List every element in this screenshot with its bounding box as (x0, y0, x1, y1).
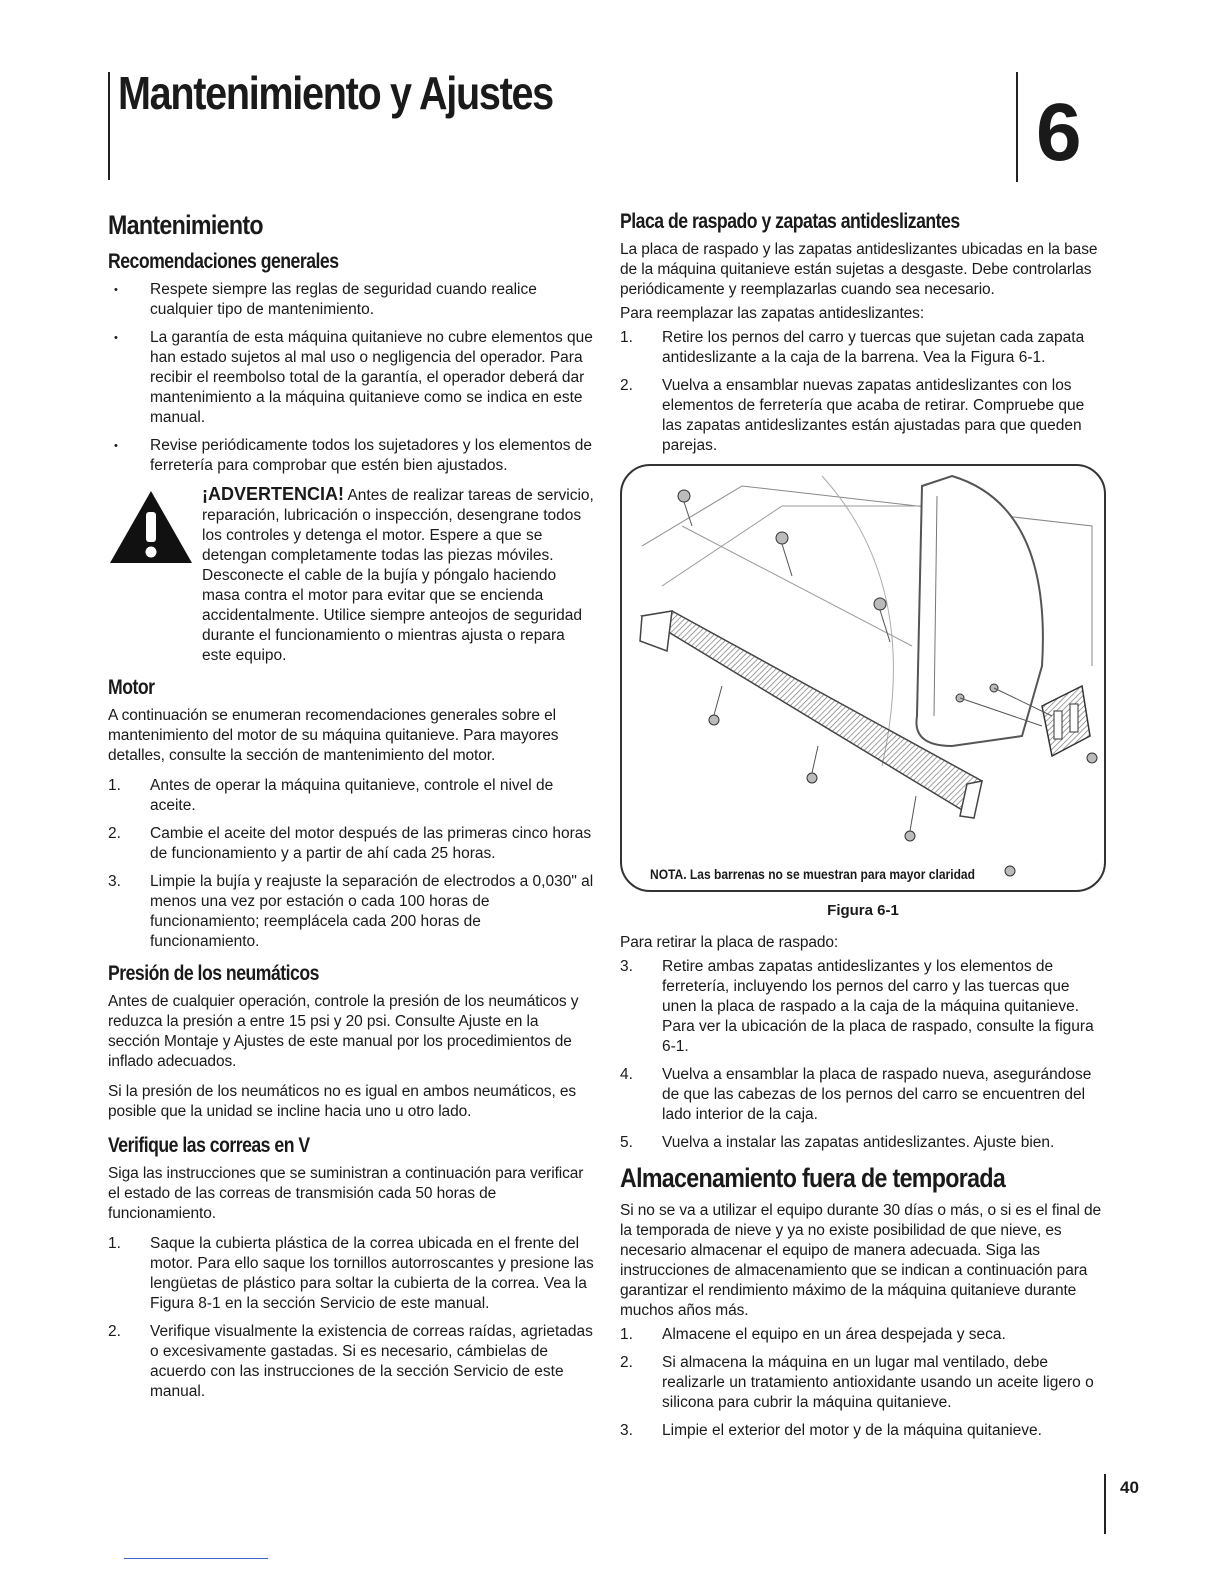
warning-title: ¡ADVERTENCIA! (202, 484, 344, 504)
subheading-presion: Presión de los neumáticos (108, 962, 319, 985)
step-text: Limpie el exterior del motor y de la máquina quitanieve. (662, 1422, 1042, 1439)
list-item (108, 824, 594, 864)
step-number: 3. (620, 958, 633, 975)
list-item (620, 1353, 1106, 1413)
step-text: Retire los pernos del carro y tuercas que sujetan cada zapata antideslizante a la caja de la barrena. Vea la Figura 6-1. (662, 329, 1085, 366)
step-text: Cambie el aceite del motor después de las primeras cinco horas de funcionamiento y a partir de ahí cada 25 horas. (150, 825, 592, 862)
step-text: Si almacena la máquina en un lugar mal ventilado, debe realizarle un tratamiento antioxidante usando un aceite ligero o silicona para cubrir la máquina quitanieve. (662, 1354, 1094, 1411)
step-text: Saque la cubierta plástica de la correa ubicada en el frente del motor. Para ello saque los tornillos autorroscantes y presione las lengüetas de plástico para soltar la cubierta de la correa. Vea la Figura 8-1 en la sección Servicio de este manual. (150, 1235, 594, 1312)
figure-6-1 (620, 464, 1106, 892)
warning-icon (108, 488, 194, 566)
step-number: 2. (620, 377, 633, 394)
presion-paragraph-2: Si la presión de los neumáticos no es igual en ambos neumáticos, es posible que la unidad se incline hacia uno u otro lado. (108, 1083, 577, 1120)
motor-intro: A continuación se enumeran recomendaciones generales sobre el mantenimiento del motor de su máquina quitanieve. Para mayores detalles, consulte la sección de mantenimiento del motor. (108, 707, 559, 764)
step-number: 2. (620, 1354, 633, 1371)
warning-block (108, 484, 594, 666)
list-item (108, 872, 594, 952)
subheading-motor: Motor (108, 676, 155, 699)
figure-note: NOTA. Las barrenas no se muestran para mayor claridad (650, 866, 975, 882)
figure-caption: Figura 6-1 (827, 902, 899, 919)
step-number: 1. (108, 777, 121, 794)
list-item (620, 1325, 1106, 1345)
placa-paragraph: La placa de raspado y las zapatas antideslizantes ubicadas en la base de la máquina quitanieve están sujetas a desgaste. Debe controlarlas periódicamente y reemplazarlas cuando sea necesario. (620, 241, 1098, 298)
title-rule (108, 72, 110, 180)
footer-line (124, 1558, 268, 1559)
step-number: 2. (108, 1323, 121, 1340)
list-item: • Respete siempre las reglas de seguridad cuando realice cualquier tipo de mantenimiento. (108, 280, 594, 320)
step-number: 4. (620, 1066, 633, 1083)
step-text: Vuelva a ensamblar nuevas zapatas antideslizantes con los elementos de ferretería que acaba de retirar. Compruebe que las zapatas antideslizantes están ajustadas para que queden parejas. (662, 377, 1085, 454)
list-item (108, 1322, 594, 1402)
step-text: Limpie la bujía y reajuste la separación de electrodos a 0,030" al menos una vez por estación o cada 100 horas de funcionamiento; reemplácela cada 200 horas de funcionamiento. (150, 873, 594, 950)
warning-text (202, 484, 594, 666)
subheading-recomendaciones: Recomendaciones generales (108, 250, 339, 273)
motor-steps (108, 776, 594, 952)
step-number: 1. (620, 329, 633, 346)
warning-body: Antes de realizar tareas de servicio, reparación, lubricación o inspección, desengrane todos los controles y detenga el motor. Espere a que se detengan completamente todas las piezas móviles. Desconecte el cable de la bujía y póngalo haciendo masa contra el motor para evitar que se encienda accidentalmente. Utilice siempre anteojos de seguridad durante el funcionamiento o mientras ajusta o repara este equipo. (202, 487, 594, 664)
step-number: 3. (108, 873, 121, 890)
section-heading-almacenamiento: Almacenamiento fuera de temporada (620, 1163, 1006, 1193)
list-item (620, 957, 1106, 1057)
subheading-placa: Placa de raspado y zapatas antideslizantes (620, 210, 960, 233)
list-item (108, 1234, 594, 1314)
step-text: Almacene el equipo en un área despejada y seca. (662, 1326, 1006, 1343)
placa-paragraph-2: Para reemplazar las zapatas antideslizantes: (620, 305, 925, 322)
step-text: Verifique visualmente la existencia de correas raídas, agrietadas o excesivamente gastadas. Si es necesario, cámbielas de acuerdo con las instrucciones de la sección Servicio de este manual. (150, 1323, 593, 1400)
step-number: 1. (620, 1326, 633, 1343)
chapter-rule (1016, 72, 1018, 182)
left-column (108, 208, 594, 1410)
step-text: Retire ambas zapatas antideslizantes y los elementos de ferretería, incluyendo los pernos del carro y las tuercas que unen la placa de raspado a la caja de la máquina quitanieve. Para ver la ubicación de la placa de raspado, consulte la figura 6-1. (662, 958, 1094, 1055)
correas-intro: Siga las instrucciones que se suministran a continuación para verificar el estado de las correas de transmisión cada 50 horas de funcionamiento. (108, 1165, 584, 1222)
list-item (620, 1065, 1106, 1125)
section-heading-mantenimiento: Mantenimiento (108, 210, 263, 240)
step-text: Antes de operar la máquina quitanieve, controle el nivel de aceite. (150, 777, 554, 814)
placa-steps (620, 957, 1106, 1153)
page-number-rule (1104, 1474, 1106, 1534)
shave-plate-diagram (622, 466, 1104, 890)
right-column (620, 208, 1106, 1449)
presion-paragraph: Antes de cualquier operación, controle la presión de los neumáticos y reduzca la presión a entre 15 psi y 20 psi. Consulte Ajuste en la sección Montaje y Ajustes de este manual por los procedimientos de inflado adecuados. (108, 993, 579, 1070)
chapter-title: Mantenimiento y Ajustes (118, 67, 553, 119)
subheading-correas: Verifique las correas en V (108, 1134, 310, 1157)
almacen-steps (620, 1325, 1106, 1441)
chapter-number: 6 (1036, 87, 1082, 178)
zapatas-steps (620, 328, 1106, 456)
step-text: Vuelva a instalar las zapatas antideslizantes. Ajuste bien. (662, 1134, 1055, 1151)
recommendations-list (108, 280, 594, 476)
step-number: 1. (108, 1235, 121, 1252)
list-item (620, 1133, 1106, 1153)
list-item: • La garantía de esta máquina quitanieve no cubre elementos que han estado sujetos al mal uso o negligencia del operador. Para recibir el reembolso total de la garantía, el operador deberá dar mantenimiento a la máquina quitanieve como se indica en este manual. (108, 328, 594, 428)
list-item (620, 1421, 1106, 1441)
page-number: 40 (1120, 1478, 1139, 1497)
step-number: 2. (108, 825, 121, 842)
step-text: Vuelva a ensamblar la placa de raspado nueva, asegurándose de que las cabezas de los pernos del carro se encuentren del lado interior de la caja. (662, 1066, 1092, 1123)
list-item (620, 328, 1106, 368)
list-item: • Revise periódicamente todos los sujetadores y los elementos de ferretería para comprobar que estén bien ajustados. (108, 436, 594, 476)
list-item (620, 376, 1106, 456)
placa-paragraph-3: Para retirar la placa de raspado: (620, 934, 839, 951)
almacen-paragraph: Si no se va a utilizar el equipo durante 30 días o más, o si es el final de la temporada de nieve y ya no existe posibilidad de que nieve, es necesario almacenar el equipo de manera adecuada. Siga las instrucciones de almacenamiento que se indican a continuación para garantizar el rendimiento máximo de la máquina quitanieve durante muchos años más. (620, 1202, 1102, 1319)
step-number: 3. (620, 1422, 633, 1439)
list-item (108, 776, 594, 816)
step-number: 5. (620, 1134, 633, 1151)
correas-steps (108, 1234, 594, 1402)
